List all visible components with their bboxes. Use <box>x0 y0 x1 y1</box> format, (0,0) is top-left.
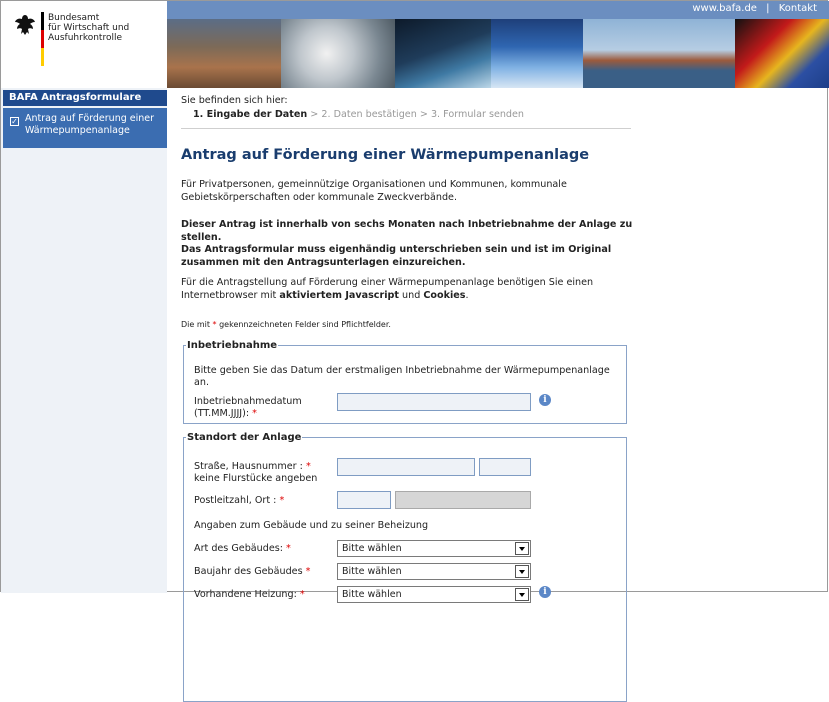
plz-label-text: Postleitzahl, Ort : <box>194 495 277 506</box>
banner-photo-houses <box>167 19 281 88</box>
housenumber-input[interactable] <box>479 458 531 476</box>
chevron-down-icon[interactable] <box>515 565 529 578</box>
breadcrumb <box>193 109 524 120</box>
plz-label <box>194 495 284 507</box>
select-value: Bitte wählen <box>342 566 402 577</box>
inbetriebnahme-hint: Bitte geben Sie das Datum der erstmaligen Inbetriebnahme der Wärmepumpenanlage an. <box>194 365 610 388</box>
breadcrumb-divider <box>181 128 631 129</box>
breadcrumb-step: 3. Formular senden <box>430 109 524 120</box>
required-star: * <box>286 543 291 554</box>
required-note-post: gekennzeichneten Felder sind Pflichtfelder. <box>219 320 391 329</box>
sidebar-item-label: Antrag auf Förderung einer Wärmepumpenanlage <box>25 113 155 136</box>
date-label-line <box>194 408 302 420</box>
header-banner <box>167 19 829 88</box>
agency-line: Bundesamt <box>48 13 100 23</box>
agency-line: für Wirtschaft und <box>48 23 130 33</box>
top-links <box>692 3 817 14</box>
agency-line: Ausfuhrkontrolle <box>48 33 123 43</box>
browser-note-text: Für die Antragstellung auf Förderung einer Wärmepumpenanlage benötigen Sie einen Internetbrowser mit <box>181 277 594 301</box>
ort-input[interactable] <box>395 491 531 509</box>
german-flag-bar <box>41 12 44 66</box>
browser-note-javascript: aktiviertem Javascript <box>279 289 399 301</box>
required-star: * <box>305 461 311 472</box>
banner-photo-exhibition <box>491 19 583 88</box>
flag-red <box>41 30 44 48</box>
link-bafa-website[interactable]: www.bafa.de <box>692 3 757 14</box>
required-star: * <box>279 495 285 506</box>
notice-deadline: Dieser Antrag ist innerhalb von sechs Monaten nach Inbetriebnahme der Anlage zu stellen. <box>181 219 633 243</box>
date-label <box>194 396 302 420</box>
banner-photo-eu-flag <box>735 19 829 88</box>
street-label-text: Straße, Hausnummer : <box>194 461 303 472</box>
info-icon[interactable]: i <box>539 394 551 406</box>
chevron-down-icon[interactable] <box>515 542 529 555</box>
heating-label <box>194 589 305 601</box>
bafa-logo[interactable] <box>1 1 167 88</box>
breadcrumb-step-current: 1. Eingabe der Daten <box>193 109 308 120</box>
required-star: * <box>212 320 217 329</box>
select-value: Bitte wählen <box>342 543 402 554</box>
required-note-pre: Die mit <box>181 320 210 329</box>
building-type-label-text: Art des Gebäudes: <box>194 543 283 554</box>
link-separator: | <box>766 3 770 14</box>
heating-label-text: Vorhandene Heizung: <box>194 589 297 600</box>
browser-note-cookies: Cookies <box>423 289 466 301</box>
date-format: (TT.MM.JJJJ): <box>194 408 250 419</box>
banner-photo-ship <box>583 19 735 88</box>
heating-select[interactable] <box>337 586 531 603</box>
fieldset-standort <box>183 432 627 702</box>
breadcrumb-label: Sie befinden sich hier: <box>181 95 288 106</box>
form-check-icon: ✓ <box>11 117 18 126</box>
federal-eagle-icon <box>14 13 36 37</box>
required-note <box>181 320 391 329</box>
link-kontakt[interactable]: Kontakt <box>778 3 817 14</box>
fieldset-legend: Inbetriebnahme <box>187 340 278 351</box>
notice-signature: Das Antragsformular muss eigenhändig unterschrieben sein und ist im Original zusammen mit den Antragsunterlagen einzureichen. <box>181 244 612 268</box>
browser-note-end: . <box>465 289 469 301</box>
required-star: * <box>299 589 305 600</box>
street-label <box>194 461 317 485</box>
breadcrumb-sep: > <box>310 109 319 120</box>
agency-name <box>48 13 129 43</box>
street-label-line <box>194 461 317 473</box>
street-input[interactable] <box>337 458 475 476</box>
info-icon[interactable]: i <box>539 586 551 598</box>
breadcrumb-sep: > <box>419 109 428 120</box>
banner-photo-satellite <box>395 19 491 88</box>
inbetriebnahme-date-input[interactable] <box>337 393 531 411</box>
date-label-line: Inbetriebnahmedatum <box>194 396 302 407</box>
street-hint: keine Flurstücke angeben <box>194 473 318 484</box>
page-title: Antrag auf Förderung einer Wärmepumpenanlage <box>181 147 590 163</box>
fieldset-legend: Standort der Anlage <box>187 432 302 443</box>
flag-gold <box>41 48 44 66</box>
flag-black <box>41 12 44 30</box>
sidebar-heading: BAFA Antragsformulare <box>3 90 167 106</box>
chevron-down-icon[interactable] <box>515 588 529 601</box>
building-type-label <box>194 543 291 555</box>
building-year-label <box>194 566 310 578</box>
browser-note-and: und <box>402 289 421 301</box>
notice-text <box>181 219 641 269</box>
building-type-select[interactable] <box>337 540 531 557</box>
top-bar <box>167 1 829 19</box>
required-star: * <box>305 566 311 577</box>
building-year-label-text: Baujahr des Gebäudes <box>194 566 303 577</box>
breadcrumb-step: 2. Daten bestätigen <box>321 109 417 120</box>
building-section-heading: Angaben zum Gebäude und zu seiner Beheizung <box>194 520 429 531</box>
postleitzahl-input[interactable] <box>337 491 391 509</box>
banner-photo-steel <box>281 19 395 88</box>
fieldset-inbetriebnahme <box>183 340 627 424</box>
intro-text: Für Privatpersonen, gemeinnützige Organisationen und Kommunen, kommunale Gebietskörperschaften oder kommunale Zweckverbände. <box>181 179 567 203</box>
building-year-select[interactable] <box>337 563 531 580</box>
sidebar <box>1 88 167 593</box>
select-value: Bitte wählen <box>342 589 402 600</box>
sidebar-item-waermepumpe[interactable] <box>3 108 167 148</box>
browser-note <box>181 277 641 302</box>
required-star: * <box>252 408 257 419</box>
